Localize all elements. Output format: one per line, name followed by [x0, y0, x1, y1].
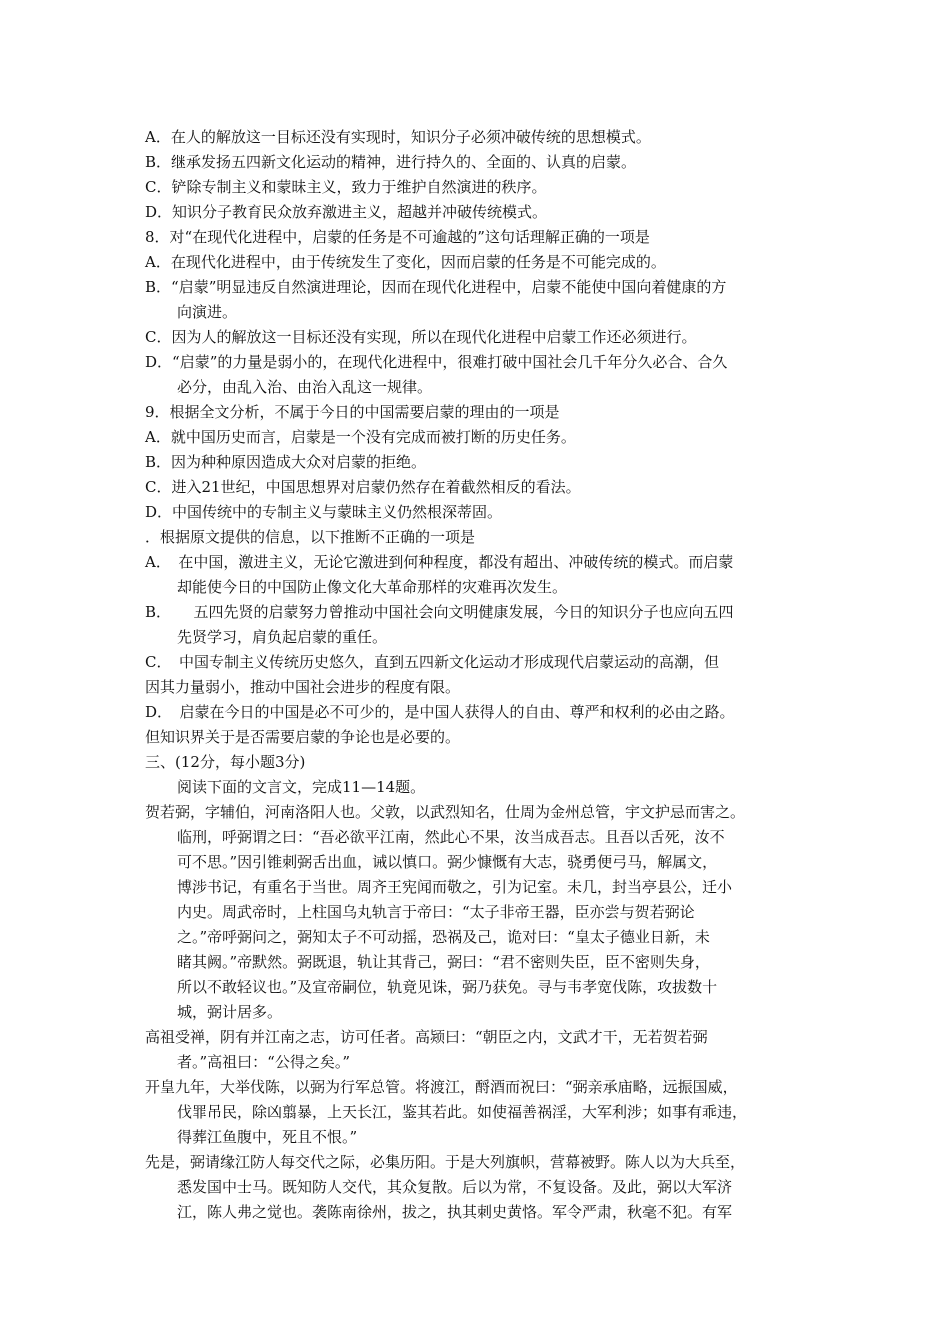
- passage-line: 开皇九年，大举伐陈，以弼为行军总管。将渡江，酹酒而祝曰：“弼亲承庙略，远振国威，: [145, 1078, 738, 1096]
- passage-line: 所以不敢轻议也。”及宣帝嗣位，轨竟见诛，弼乃获免。寻与韦孝宽伐陈，攻拔数十: [177, 978, 718, 996]
- q8-option-d-cont: 必分，由乱入治、由治入乱这一规律。: [177, 378, 433, 396]
- q9-option-c: C．进入21世纪，中国思想界对启蒙仍然存在着截然相反的看法。: [145, 478, 581, 496]
- passage-line: 之。”帝呼弼问之，弼知太子不可动摇，恐祸及己，诡对曰：“皇太子德业日新，未: [177, 928, 710, 946]
- passage-line: 者。”高祖曰：“公得之矣。”: [177, 1053, 351, 1071]
- passage-line: 先是，弼请缘江防人每交代之际，必集历阳。于是大列旗帜，营幕被野。陈人以为大兵至，: [145, 1153, 746, 1171]
- passage-line: 可不思。”因引锥刺弼舌出血，诫以慎口。弼少慷慨有大志，骁勇便弓马，解属文，: [177, 853, 718, 871]
- q8-option-c: C．因为人的解放这一目标还没有实现，所以在现代化进程中启蒙工作还必须进行。: [145, 328, 697, 346]
- section-3-heading: 三、(12分，每小题3分): [145, 753, 306, 771]
- passage-line: 睹其阙。”帝默然。弼既退，轨让其背己，弼曰：“君不密则失臣，臣不密则失身，: [177, 953, 710, 971]
- passage-line: 贺若弼，字辅伯，河南洛阳人也。父敦，以武烈知名，仕周为金州总管，宇文护忌而害之。: [145, 803, 746, 821]
- q9-option-b: B．因为种种原因造成大众对启蒙的拒绝。: [145, 453, 427, 471]
- q10-option-a-cont: 却能使今日的中国防止像文化大革命那样的灾难再次发生。: [177, 578, 568, 596]
- q8-option-b-cont: 向演进。: [177, 303, 238, 321]
- option-b-line: B．继承发扬五四新文化运动的精神，进行持久的、全面的、认真的启蒙。: [145, 153, 637, 171]
- passage-line: 城，弼计居多。: [177, 1003, 283, 1021]
- question-9: 9．根据全文分析，不属于今日的中国需要启蒙的理由的一项是: [145, 403, 560, 421]
- q10-option-c-cont: 因其力量弱小，推动中国社会进步的程度有限。: [145, 678, 461, 696]
- q10-option-a: A． 在中国，激进主义，无论它激进到何种程度，都没有超出、冲破传统的模式。而启蒙: [145, 553, 734, 571]
- passage-line: 江，陈人弗之觉也。袭陈南徐州，拔之，执其刺史黄恪。军令严肃，秋毫不犯。有军: [177, 1203, 733, 1221]
- q10-option-b-cont: 先贤学习，肩负起启蒙的重任。: [177, 628, 388, 646]
- passage-line: 高祖受禅，阴有并江南之志，访可任者。高颎曰：“朝臣之内，文武才干，无若贺若弼: [145, 1028, 708, 1046]
- question-10: ．根据原文提供的信息，以下推断不正确的一项是: [145, 528, 476, 546]
- reading-instruction: 阅读下面的文言文，完成11—14题。: [177, 778, 426, 796]
- question-8: 8．对“在现代化进程中，启蒙的任务是不可逾越的”这句话理解正确的一项是: [145, 228, 650, 246]
- q8-option-b: B．“启蒙”明显违反自然演进理论，因而在现代化进程中，启蒙不能使中国向着健康的方: [145, 278, 727, 296]
- q10-option-d-cont: 但知识界关于是否需要启蒙的争论也是必要的。: [145, 728, 461, 746]
- q9-option-a: A．就中国历史而言，启蒙是一个没有完成而被打断的历史任务。: [145, 428, 576, 446]
- q8-option-d: D．“启蒙”的力量是弱小的，在现代化进程中，很难打破中国社会几千年分久必合、合久: [145, 353, 728, 371]
- passage-line: 临刑，呼弼谓之曰：“吾必欲平江南，然此心不果，汝当成吾志。且吾以舌死，汝不: [177, 828, 725, 846]
- passage-line: 得葬江鱼腹中，死且不恨。”: [177, 1128, 358, 1146]
- passage-line: 悉发国中士马。既知防人交代，其众复散。后以为常，不复设备。及此，弼以大军济: [177, 1178, 733, 1196]
- q9-option-d: D．中国传统中的专制主义与蒙昧主义仍然根深蒂固。: [145, 503, 503, 521]
- q8-option-a: A．在现代化进程中，由于传统发生了变化，因而启蒙的任务是不可能完成的。: [145, 253, 666, 271]
- passage-line: 内史。周武帝时，上柱国乌丸轨言于帝曰：“太子非帝王器，臣亦尝与贺若弼论: [177, 903, 695, 921]
- option-a-line: A．在人的解放这一目标还没有实现时，知识分子必须冲破传统的思想模式。: [145, 128, 651, 146]
- option-d-line: D．知识分子教育民众放弃激进主义，超越并冲破传统模式。: [145, 203, 548, 221]
- q10-option-c: C． 中国专制主义传统历史悠久，直到五四新文化运动才形成现代启蒙运动的高潮，但: [145, 653, 719, 671]
- passage-line: 博涉书记，有重名于当世。周齐王宪闻而敬之，引为记室。未几，封当亭县公，迁小: [177, 878, 733, 896]
- q10-option-b: B． 五四先贤的启蒙努力曾推动中国社会向文明健康发展，今日的知识分子也应向五四: [145, 603, 734, 621]
- q10-option-d: D． 启蒙在今日的中国是必不可少的，是中国人获得人的自由、尊严和权利的必由之路。: [145, 703, 735, 721]
- passage-line: 伐罪吊民，除凶翦暴，上天长江，鉴其若此。如使福善祸淫，大军利涉；如事有乖违，: [177, 1103, 748, 1121]
- option-c-line: C．铲除专制主义和蒙昧主义，致力于维护自然演进的秩序。: [145, 178, 547, 196]
